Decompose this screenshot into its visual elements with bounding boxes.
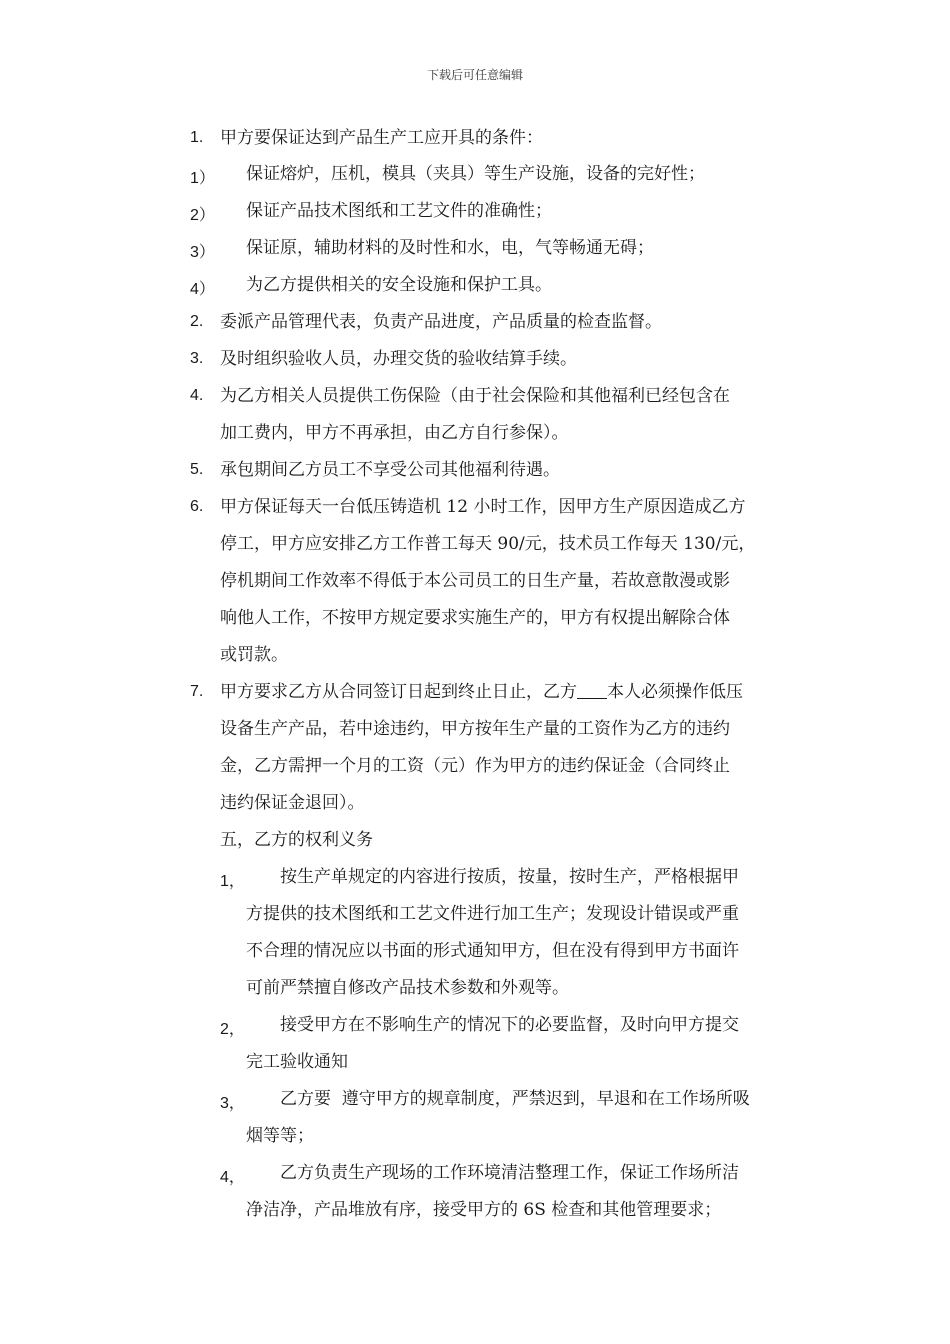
- item-7-line-4: 违约保证金退回）。: [220, 793, 365, 813]
- item-4-number: 4.: [190, 387, 204, 404]
- item-6-line-2: 停工，甲方应安排乙方工作普工每天 90/元，技术员工作每天 130/元，: [220, 534, 756, 554]
- blank-field: [577, 682, 607, 699]
- subitem-3-number: 3）: [190, 244, 215, 261]
- section-5-item-1-line-1: 按生产单规定的内容进行按质，按量，按时生产，严格根据甲: [280, 867, 739, 887]
- section-5-item-3-number: 3，: [220, 1095, 245, 1112]
- item-1-text: 甲方要保证达到产品生产工应开具的条件：: [220, 128, 543, 148]
- section-5-item-1-line-4: 可前严禁擅自修改产品技术参数和外观等。: [246, 978, 569, 998]
- item-6-line-4: 响他人工作，不按甲方规定要求实施生产的，甲方有权提出解除合体: [220, 608, 730, 628]
- subitem-4-number: 4）: [190, 281, 215, 298]
- item-7-line-2: 设备生产产品，若中途违约，甲方按年生产量的工资作为乙方的违约: [220, 719, 730, 739]
- subitem-1-text: 保证熔炉，压机，模具（夹具）等生产设施，设备的完好性；: [246, 164, 705, 184]
- item-4-line-2: 加工费内，甲方不再承担，由乙方自行参保）。: [220, 423, 569, 443]
- section-5-item-2-line-2: 完工验收通知: [246, 1052, 348, 1072]
- section-5-item-2-line-1: 接受甲方在不影响生产的情况下的必要监督，及时向甲方提交: [280, 1015, 739, 1035]
- item-6-line-3: 停机期间工作效率不得低于本公司员工的日生产量，若故意散漫或影: [220, 571, 730, 591]
- item-7-line-1-start: 甲方要求乙方从合同签订日起到终止日止，乙方: [220, 682, 577, 702]
- item-4-line-1: 为乙方相关人员提供工伤保险（由于社会保险和其他福利已经包含在: [220, 386, 730, 406]
- subitem-1-number: 1）: [190, 170, 215, 187]
- subitem-2-number: 2）: [190, 207, 215, 224]
- item-7-line-3: 金，乙方需押一个月的工资（元）作为甲方的违约保证金（合同终止: [220, 756, 730, 776]
- section-5-item-1-number: 1，: [220, 873, 245, 890]
- item-7-number: 7.: [190, 683, 204, 700]
- item-2-text: 委派产品管理代表，负责产品进度，产品质量的检查监督。: [220, 312, 662, 332]
- item-5-text: 承包期间乙方员工不享受公司其他福利待遇。: [220, 460, 560, 480]
- item-6-line-1: 甲方保证每天一台低压铸造机 12 小时工作，因甲方生产原因造成乙方: [220, 497, 746, 517]
- page-header: 下载后可任意编辑: [426, 68, 523, 82]
- subitem-3-text: 保证原，辅助材料的及时性和水，电，气等畅通无碍；: [246, 238, 654, 258]
- section-5-item-2-number: 2，: [220, 1021, 245, 1038]
- section-5-item-1-line-3: 不合理的情况应以书面的形式通知甲方，但在没有得到甲方书面许: [246, 941, 739, 961]
- section-5-title: 五，乙方的权利义务: [220, 830, 373, 850]
- section-5-item-3-line-2: 烟等等；: [246, 1126, 314, 1146]
- item-7-line-1: [220, 674, 743, 710]
- item-6-number: 6.: [190, 498, 204, 515]
- item-2-number: 2.: [190, 313, 204, 330]
- section-5-item-1-line-2: 方提供的技术图纸和工艺文件进行加工生产；发现设计错误或严重: [246, 904, 739, 924]
- item-7-line-1-end: 本人必须操作低压: [607, 682, 743, 702]
- subitem-2-text: 保证产品技术图纸和工艺文件的准确性；: [246, 201, 552, 221]
- section-5-item-4-line-1: 乙方负责生产现场的工作环境清洁整理工作，保证工作场所洁: [280, 1163, 739, 1183]
- section-5-item-4-number: 4，: [220, 1169, 245, 1186]
- section-5-item-3-line-1: 乙方要 遵守甲方的规章制度，严禁迟到，早退和在工作场所吸: [280, 1089, 750, 1109]
- item-1-number: 1.: [190, 129, 204, 146]
- item-6-line-5: 或罚款。: [220, 645, 288, 665]
- item-3-text: 及时组织验收人员，办理交货的验收结算手续。: [220, 349, 577, 369]
- subitem-4-text: 为乙方提供相关的安全设施和保护工具。: [246, 275, 552, 295]
- item-5-number: 5.: [190, 461, 204, 478]
- section-5-item-4-line-2: 净洁净，产品堆放有序，接受甲方的 6S 检查和其他管理要求；: [246, 1200, 722, 1220]
- item-3-number: 3.: [190, 350, 204, 367]
